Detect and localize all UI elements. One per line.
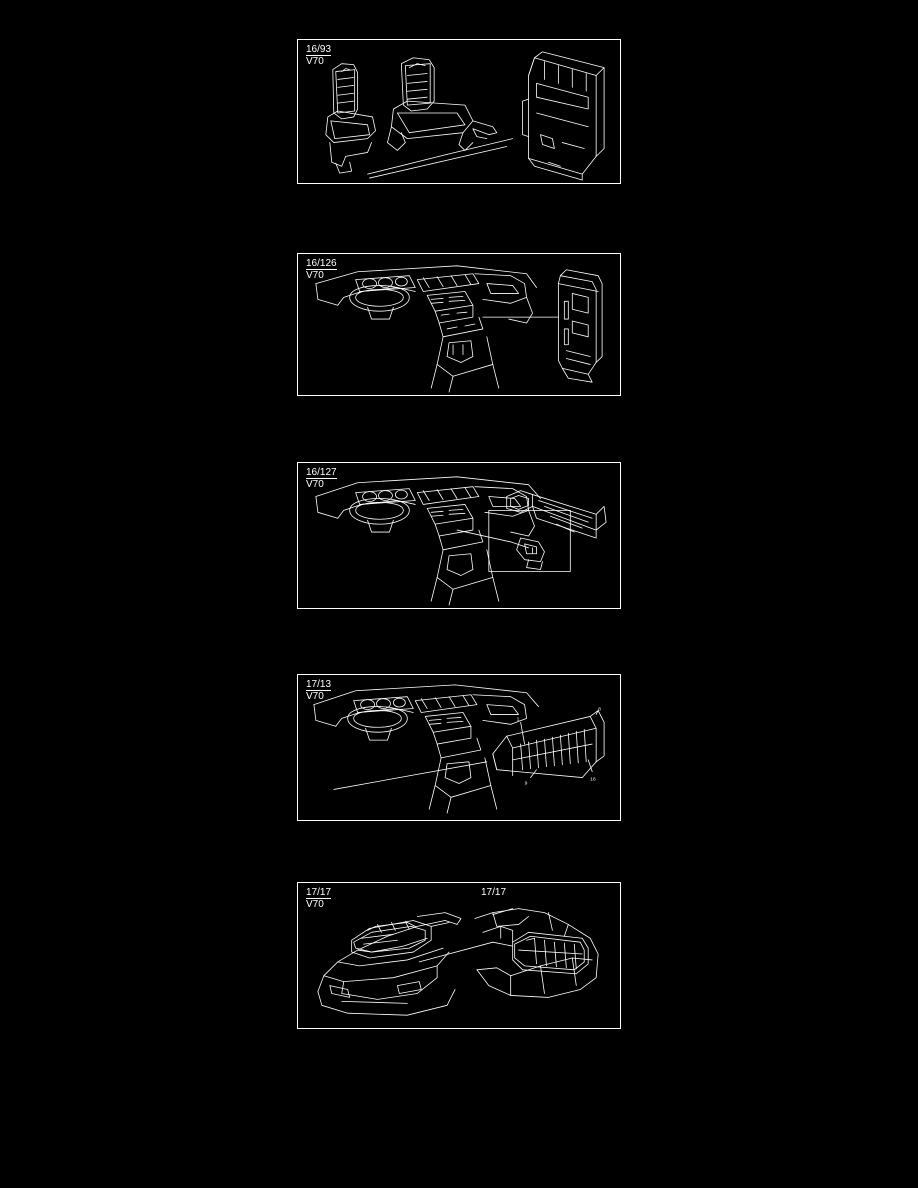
figure-17-17-label <box>306 887 331 910</box>
figure-16-126-label <box>306 258 337 281</box>
figure-17-13 <box>287 664 631 831</box>
figure-16-127-label <box>306 467 337 490</box>
figure-16-93 <box>287 29 631 194</box>
callout-16: 16 <box>590 777 596 783</box>
figure-16-93-artwork <box>298 40 620 183</box>
figure-17-13-label-bottom: V70 <box>306 691 324 702</box>
figure-16-126-artwork <box>298 254 620 395</box>
figure-17-13-frame <box>297 674 621 821</box>
figure-17-17-label-top: 17/17 <box>306 887 332 898</box>
figure-16-93-label-top: 16/93 <box>306 44 332 55</box>
figure-16-126 <box>287 243 631 406</box>
figure-17-17-artwork <box>298 883 620 1028</box>
figure-17-13-artwork <box>298 675 620 820</box>
figure-17-13-label-top: 17/13 <box>306 679 332 690</box>
figure-16-93-frame <box>297 39 621 184</box>
callout-8: 8 <box>598 707 601 713</box>
figure-16-127 <box>287 452 631 619</box>
figure-17-13-label <box>306 679 331 702</box>
figure-17-17 <box>287 872 631 1039</box>
figure-17-17-label-bottom: V70 <box>306 899 324 910</box>
figure-16-127-frame <box>297 462 621 609</box>
figure-16-93-label-bottom: V70 <box>306 56 324 67</box>
callout-1: 1 <box>516 717 520 723</box>
figure-17-17-caption-right: 17/17 <box>481 887 507 898</box>
figure-16-93-label <box>306 44 331 67</box>
figure-16-126-label-bottom: V70 <box>306 270 324 281</box>
figure-16-127-artwork <box>298 463 620 608</box>
figure-16-127-label-bottom: V70 <box>306 479 324 490</box>
figure-16-126-frame <box>297 253 621 396</box>
callout-9: 9 <box>524 781 528 787</box>
figure-17-17-frame <box>297 882 621 1029</box>
figure-16-126-label-top: 16/126 <box>306 258 337 269</box>
figure-16-127-label-top: 16/127 <box>306 467 337 478</box>
